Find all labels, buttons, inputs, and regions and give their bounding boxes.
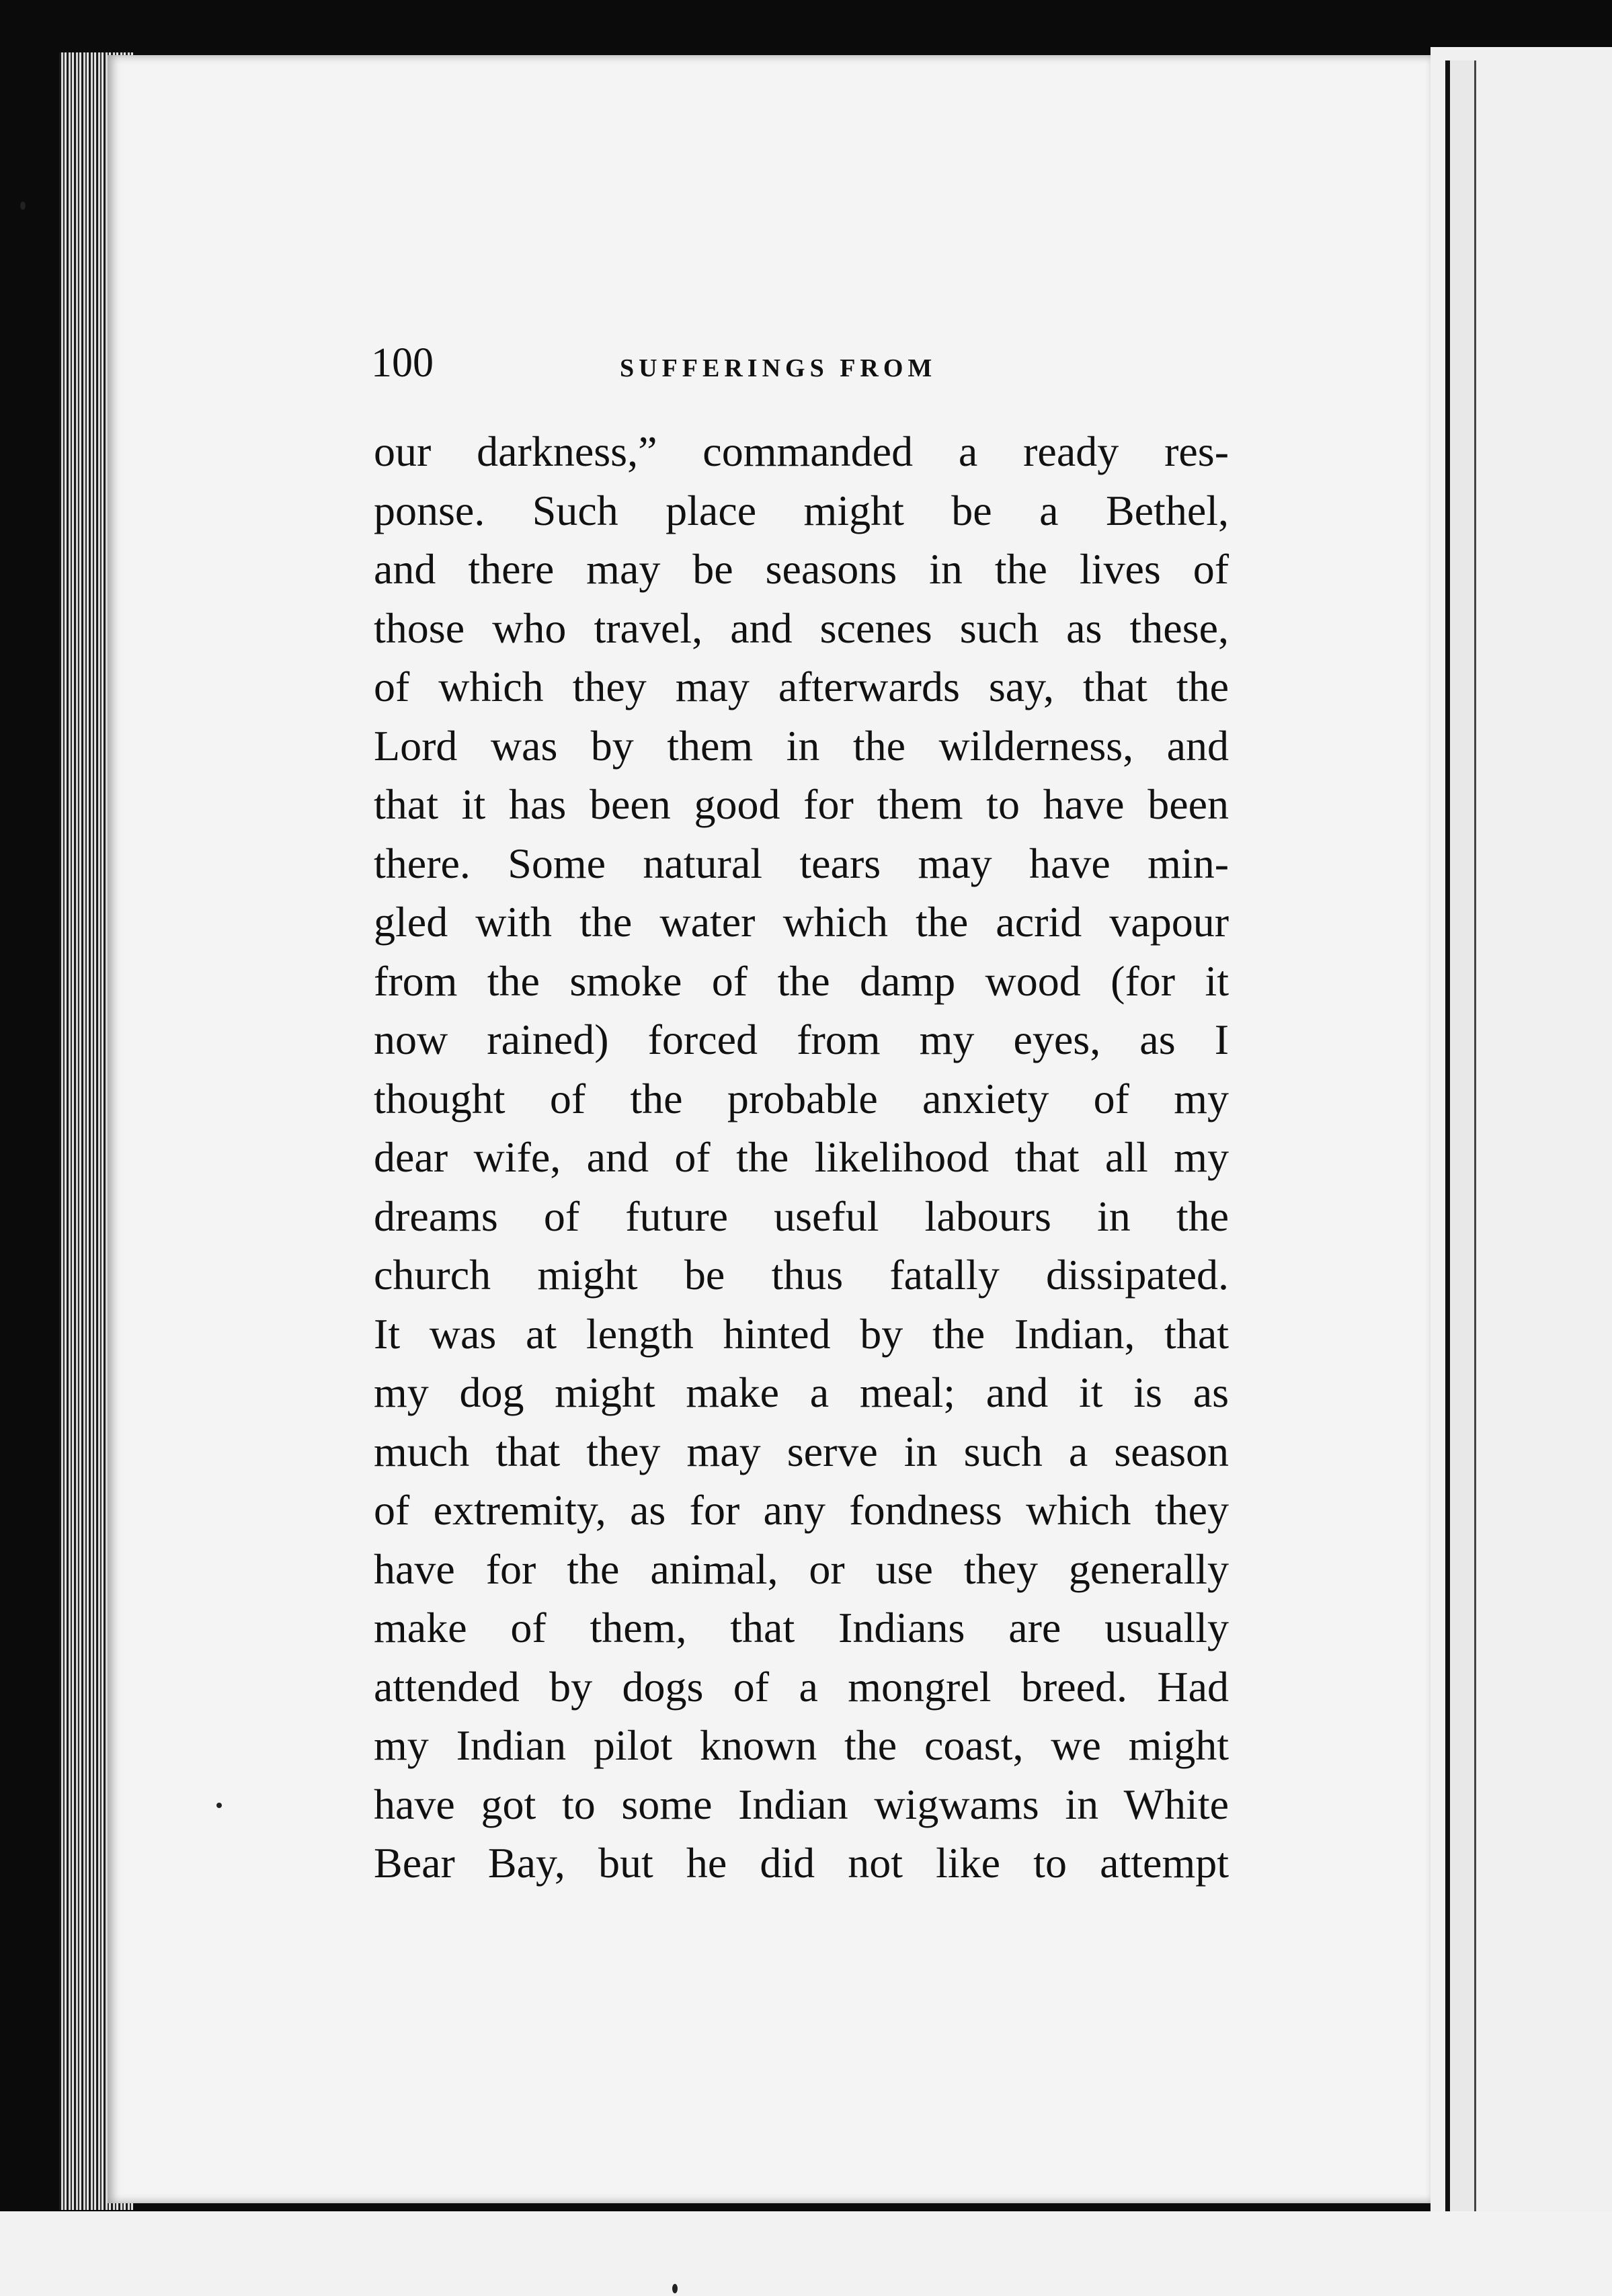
text-line: gled with the water which the acrid vapour bbox=[374, 898, 1229, 946]
text-line: dreams of future useful labours in the bbox=[374, 1192, 1229, 1240]
text-line: much that they may serve in such a season bbox=[374, 1427, 1229, 1475]
ink-speck bbox=[216, 1803, 222, 1808]
text-line: my Indian pilot known the coast, we might bbox=[374, 1721, 1229, 1769]
ink-speck bbox=[20, 202, 26, 210]
ink-speck bbox=[672, 2284, 678, 2293]
page-fold bbox=[1445, 60, 1476, 2231]
text-line: and there may be seasons in the lives of bbox=[374, 545, 1229, 593]
text-line: thought of the probable anxiety of my bbox=[374, 1074, 1229, 1122]
text-line: It was at length hinted by the Indian, that bbox=[374, 1309, 1229, 1358]
running-head: SUFFERINGS FROM bbox=[620, 354, 937, 382]
text-line: from the smoke of the damp wood (for it bbox=[374, 956, 1229, 1005]
body-text bbox=[374, 422, 1229, 1893]
text-line: have for the animal, or use they generally bbox=[374, 1545, 1229, 1593]
text-line: attended by dogs of a mongrel breed. Had bbox=[374, 1662, 1229, 1711]
text-line: that it has been good for them to have been bbox=[374, 780, 1229, 828]
text-line: my dog might make a meal; and it is as bbox=[374, 1368, 1229, 1416]
text-line: those who travel, and scenes such as these, bbox=[374, 604, 1229, 652]
text-line: have got to some Indian wigwams in White bbox=[374, 1780, 1229, 1828]
text-line: Bear Bay, but he did not like to attempt bbox=[374, 1839, 1229, 1887]
text-line: dear wife, and of the likelihood that all my bbox=[374, 1133, 1229, 1181]
text-line: there. Some natural tears may have min- bbox=[374, 839, 1229, 887]
page-number: 100 bbox=[371, 340, 434, 386]
bottom-margin bbox=[0, 2211, 1612, 2296]
text-line: our darkness,” commanded a ready res- bbox=[374, 427, 1229, 475]
text-line: of which they may afterwards say, that the bbox=[374, 663, 1229, 710]
text-line: church might be thus fatally dissipated. bbox=[374, 1251, 1229, 1299]
text-line: make of them, that Indians are usually bbox=[374, 1604, 1229, 1651]
text-line: of extremity, as for any fondness which they bbox=[374, 1486, 1229, 1534]
text-line: ponse. Such place might be a Bethel, bbox=[374, 486, 1229, 534]
text-line: now rained) forced from my eyes, as I bbox=[374, 1016, 1229, 1063]
text-line: Lord was by them in the wilderness, and bbox=[374, 721, 1229, 770]
page-header bbox=[371, 336, 1238, 390]
